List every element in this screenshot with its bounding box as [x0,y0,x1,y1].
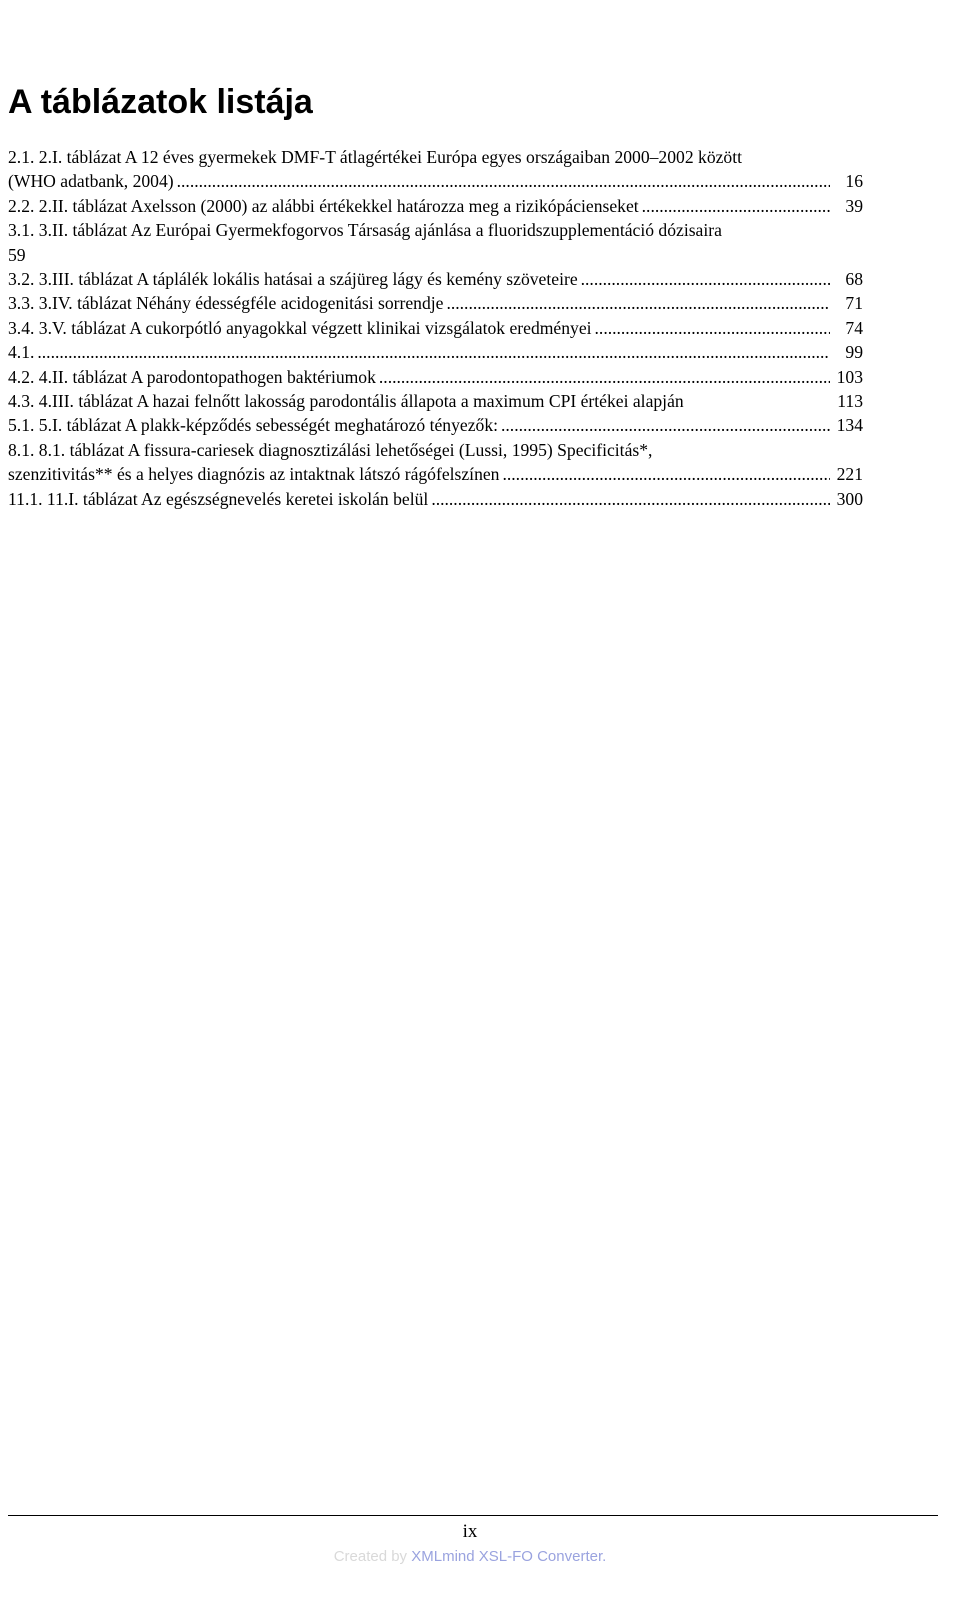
toc-entry-text: (WHO adatbank, 2004) [8,171,174,192]
toc-entry[interactable] [8,316,863,340]
toc-entry[interactable] [8,194,863,218]
toc-entry[interactable] [8,291,863,315]
toc-entry-text: szenzitivitás** és a helyes diagnózis az intaktnak látszó rágófelszínen [8,464,500,485]
toc-entry-text: 4.3. 4.III. táblázat A hazai felnőtt lakosság parodontális állapota a maximum CPI értékei alapján [8,391,684,412]
toc-entry[interactable] [8,389,863,413]
toc-entry[interactable] [8,267,863,291]
toc-page-number: 300 [836,488,863,509]
footer-divider [8,1515,938,1516]
toc-entry[interactable] [8,487,863,511]
dot-leader [595,316,830,340]
toc-entry[interactable] [8,438,863,487]
page-title: A táblázatok listája [8,83,313,121]
toc-entry[interactable] [8,413,863,437]
toc-page-number: 71 [845,293,863,314]
toc-entry-text: 3.3. 3.IV. táblázat Néhány édességféle acidogenitási sorrendje [8,293,444,314]
toc-page-number: 39 [845,195,863,216]
toc-entry-text: 4.2. 4.II. táblázat A parodontopathogen baktériumok [8,366,376,387]
dot-leader [431,487,830,511]
toc-entry-text: 8.1. 8.1. táblázat A fissura-cariesek diagnosztizálási lehetőségei (Lussi, 1995) Specificitás*, [8,439,653,460]
footer-credit-prefix: Created by [333,1548,412,1565]
toc-page-number: 16 [845,171,863,192]
toc-entry-text: 3.4. 3.V. táblázat A cukorpótló anyagokkal végzett klinikai vizsgálatok eredményei [8,317,592,338]
footer-page-number: ix [462,1521,478,1542]
toc-page-number: 59 [8,244,26,265]
dot-leader [37,340,830,364]
toc-page-number: 134 [836,415,863,436]
toc-entry[interactable] [8,218,863,267]
toc-page-number: 99 [845,342,863,363]
dot-leader [502,462,830,486]
toc-page-number: 113 [837,391,863,412]
toc-entry[interactable] [8,340,863,364]
toc-entry-text: 2.1. 2.I. táblázat A 12 éves gyermekek DMF-T átlagértékei Európa egyes országaiban 2000–2002 között [8,147,742,167]
footer-credit-link[interactable]: XMLmind XSL-FO Converter. [411,1548,607,1565]
dot-leader [581,267,830,291]
dot-leader [501,413,830,437]
toc-entry-text: 5.1. 5.I. táblázat A plakk-képződés sebességét meghatározó tényezők: [8,415,499,436]
dot-leader [379,365,830,389]
toc-entry-text: 3.1. 3.II. táblázat Az Európai Gyermekfogorvos Társaság ajánlása a fluoridszupplementáció dózisaira [8,220,722,241]
toc-page-number: 103 [836,366,863,387]
toc-page-number: 74 [845,317,863,338]
toc-entry[interactable] [8,145,863,194]
toc-page-number: 68 [845,269,863,290]
table-of-tables [8,145,863,511]
dot-leader [177,169,830,193]
toc-entry-text: 4.1. [8,342,35,363]
footer-credit [0,1546,940,1568]
dot-leader [642,194,830,218]
toc-entry-text: 2.2. 2.II. táblázat Axelsson (2000) az alábbi értékekkel határozza meg a rizikópácienseket [8,195,639,216]
toc-entry-text: 11.1. 11.I. táblázat Az egészségnevelés keretei iskolán belül [8,488,429,509]
toc-page-number: 221 [836,464,863,485]
dot-leader [446,291,830,315]
toc-entry[interactable] [8,365,863,389]
toc-entry-text: 3.2. 3.III. táblázat A táplálék lokális hatásai a szájüreg lágy és kemény szöveteire [8,269,578,290]
